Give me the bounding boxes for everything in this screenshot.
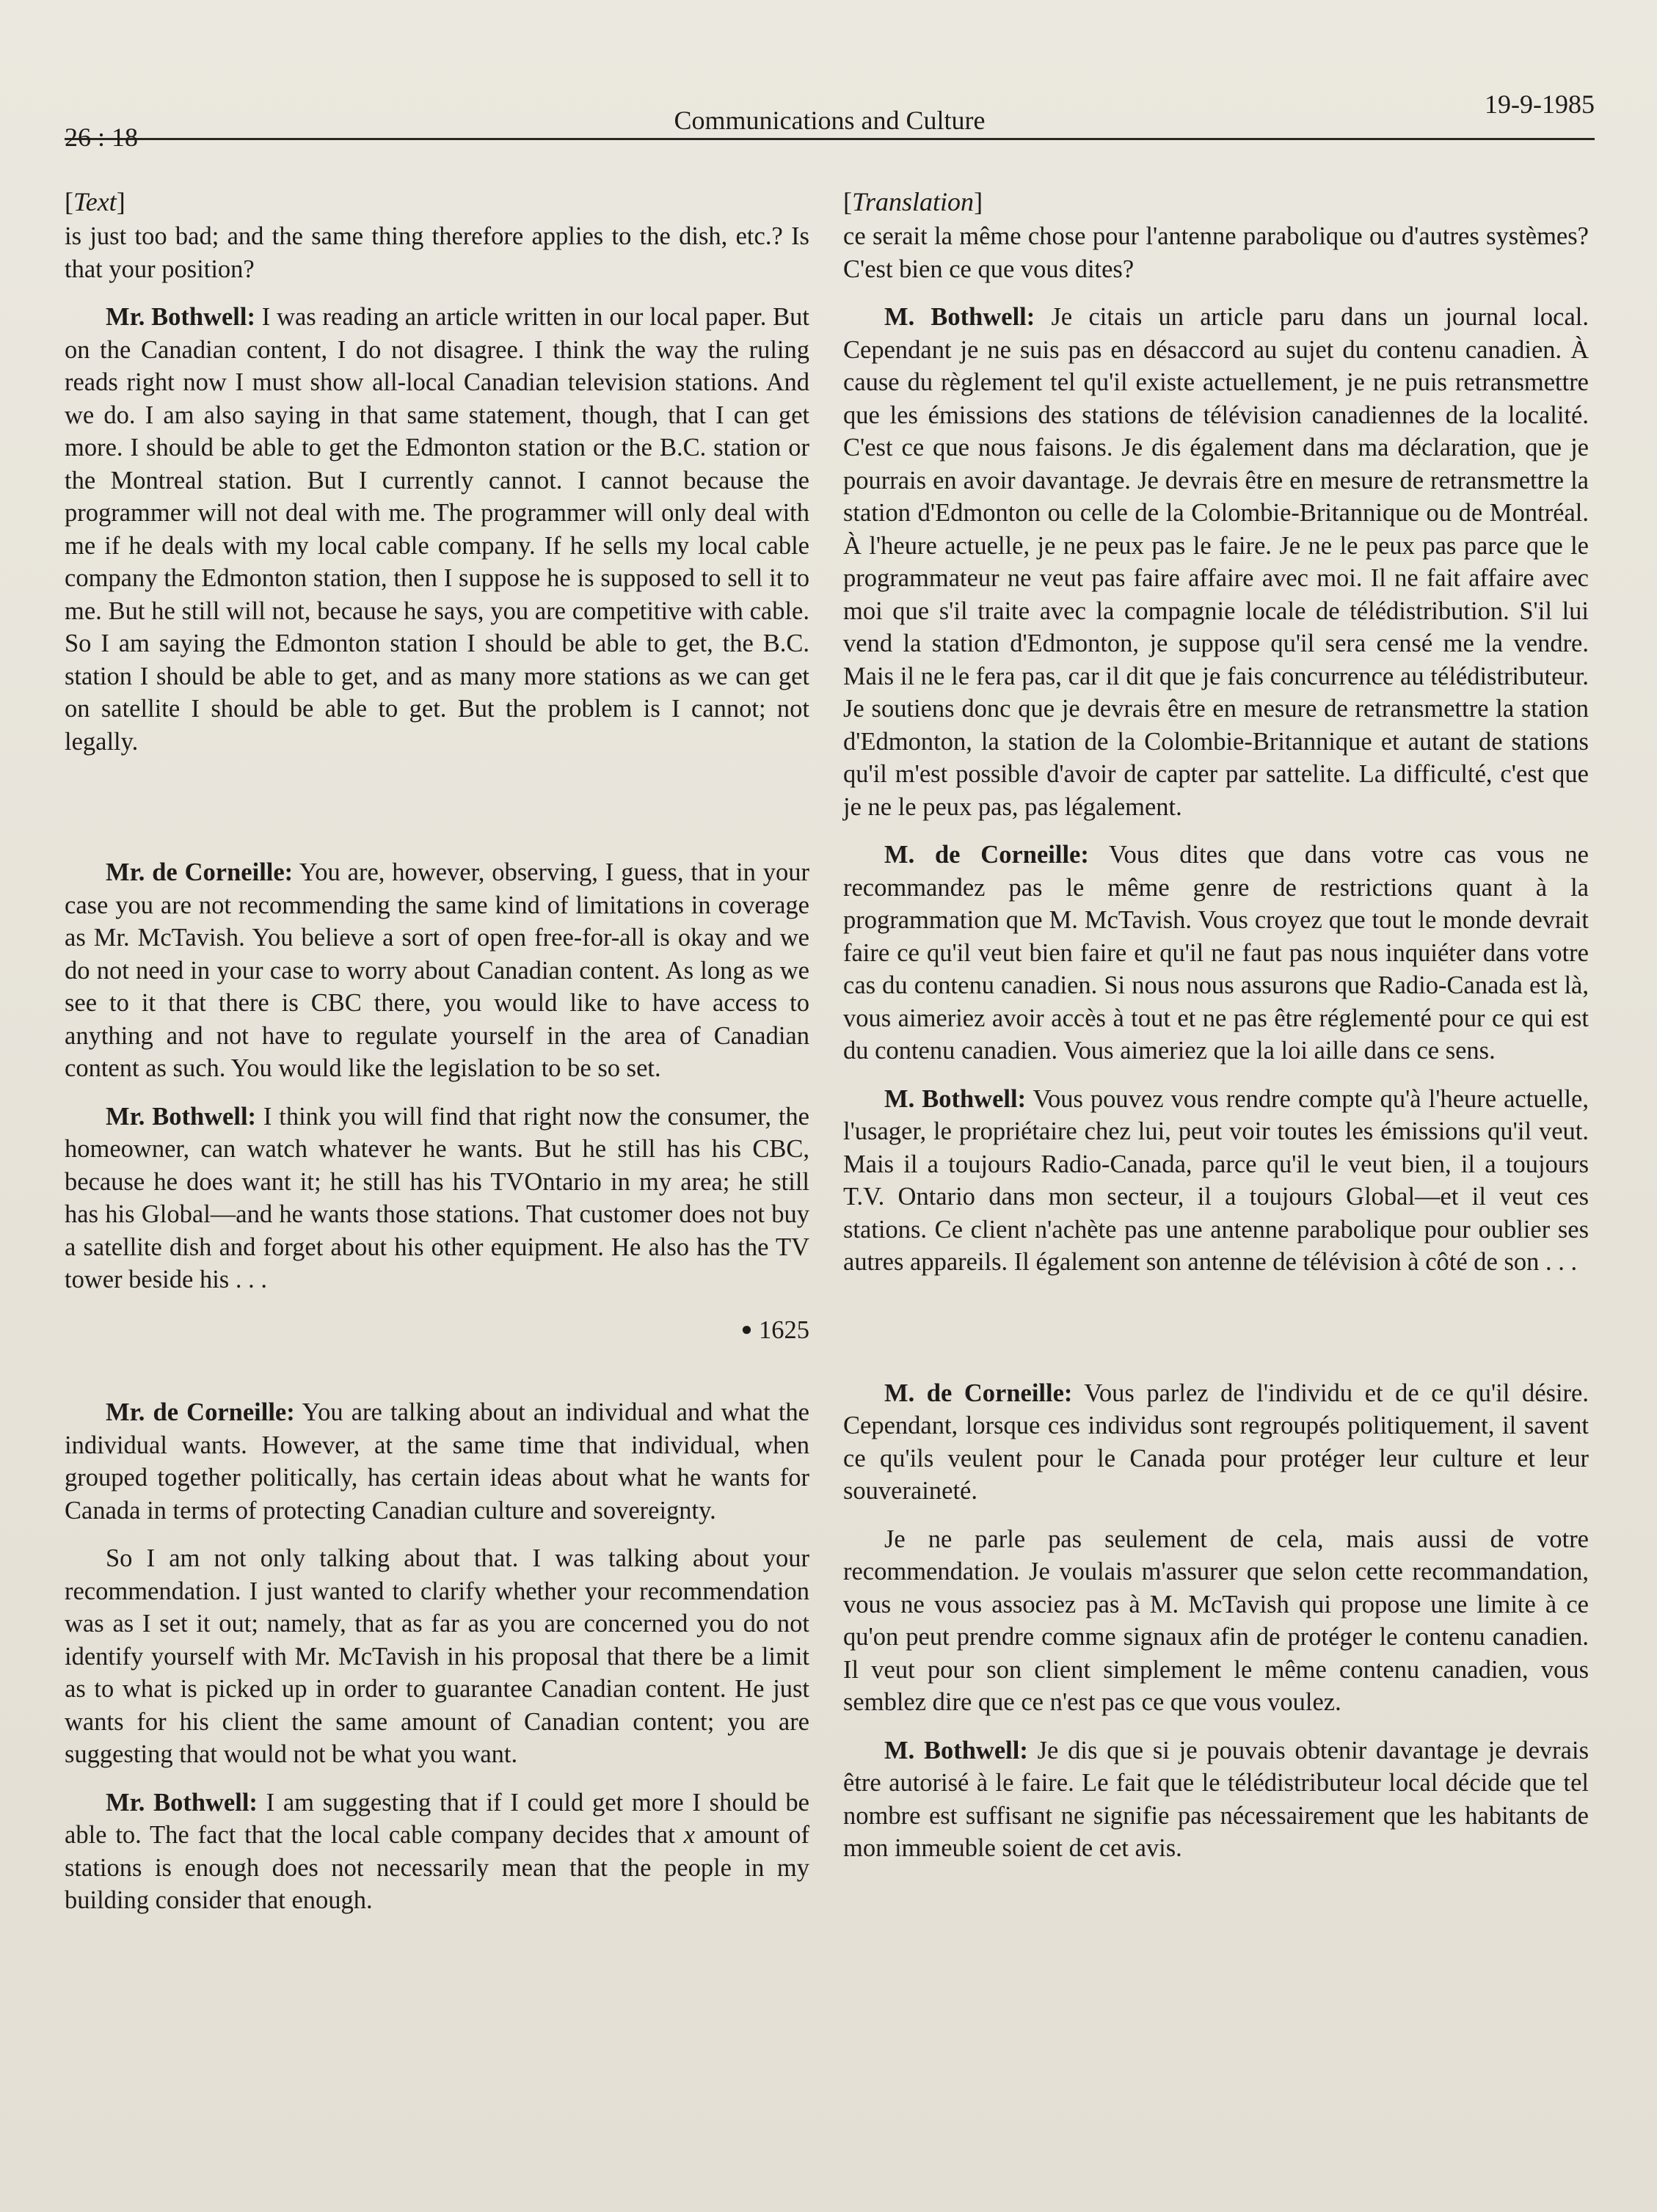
language-tag: [Translation] [843, 187, 983, 216]
running-title: Communications and Culture [674, 106, 986, 135]
speech-paragraph: Mr. de Corneille: You are, however, observing, I guess, that in your case you are not recommending the same kind of limitations in coverage as Mr. McTavish. You believe a sort of open free-for-all is okay and we do not need in your case to worry about Canadian content. As long as we see to it that there is CBC there, you would like to have access to anything and not have to regulate yourself in the area of Canadian content as such. You would like the legislation to be so set. [65, 858, 809, 1082]
speech-paragraph: M. de Corneille: Vous parlez de l'individu et de ce qu'il désire. Cependant, lorsque ces individus sont regroupés politiquement, il savent ce qu'ils veulent pour le Canada pour protéger leur culture et leur souveraineté. [843, 1379, 1589, 1505]
continuation-text: is just too bad; and the same thing therefore applies to the dish, etc.? Is that your position? [65, 222, 809, 283]
speech-paragraph: Mr. Bothwell: I was reading an article written in our local paper. But on the Canadian content, I do not disagree. I think the way the ruling reads right now I must show all-local Canadian television stations. And we do. I am also saying in that same statement, though, that I can get more. I should be able to get the Edmonton station or the B.C. station or the Montreal station. But I currently cannot. I cannot because the programmer will not deal with me. The programmer will only deal with me if he deals with my local cable company. If he sells my local cable company the Edmonton station, then I suppose he is supposed to sell it to me. But he still will not, because he says, you are competitive with cable. So I am saying the Edmonton station I should be able to get, the B.C. station I should be able to get, and as many more stations as we can get on satellite I should be able to get. But the problem is I cannot; not legally. [65, 303, 809, 756]
header-date: 19-9-1985 [1485, 90, 1595, 119]
speaker-name: M. Bothwell: [884, 1084, 1027, 1113]
speaker-name: M. Bothwell: [884, 303, 1035, 331]
speech-paragraph: Mr. Bothwell: I am suggesting that if I could get more I should be able to. The fact that the local cable company decides that x amount of stations is enough does not necessarily mean that the people in my building consider that enough. [65, 1788, 809, 1914]
time-marker: ● 1625 [740, 1315, 809, 1344]
speaker-name: Mr. Bothwell: [106, 303, 255, 331]
speaker-name: Mr. de Corneille: [106, 858, 294, 886]
speaker-name: Mr. Bothwell: [106, 1788, 258, 1817]
speech-paragraph: Je ne parle pas seulement de cela, mais aussi de votre recommendation. Je voulais m'assurer que selon cette recommandation, vous ne vous associez pas à M. McTavish qui propose une limite à ce qu'on peut prendre comme signaux afin de protéger le contenu canadien. Il veut pour son client simplement le même contenu canadien, vous semblez dire que ce n'est pas ce que vous voulez. [843, 1525, 1589, 1716]
speech-paragraph: Mr. Bothwell: I think you will find that right now the consumer, the homeowner, can watch whatever he wants. But he still has his CBC, because he does want it; he still has his TVOntario in my area; he still has his Global—and he wants those stations. That customer does not buy a satellite dish and forget about his other equipment. He also has the TV tower beside his . . . [65, 1102, 809, 1293]
speech-paragraph: M. Bothwell: Vous pouvez vous rendre compte qu'à l'heure actuelle, l'usager, le propriétaire chez lui, peut voir toutes les émissions qu'il veut. Mais il a toujours Radio-Canada, parce qu'il le veut bien, il a toujours T.V. Ontario dans mon secteur, il a toujours Global—et il veut ces stations. Ce client n'achète pas une antenne parabolique pour oublier ses autres appareils. Il également son antenne de télévision à côté de son . . . [843, 1084, 1589, 1276]
speaker-name: Mr. de Corneille: [106, 1398, 295, 1426]
speaker-name: M. Bothwell: [884, 1736, 1028, 1764]
speaker-name: M. de Corneille: [884, 1379, 1073, 1407]
continuation-text: ce serait la même chose pour l'antenne parabolique ou d'autres systèmes? C'est bien ce que vous dites? [843, 222, 1589, 283]
speech-paragraph: Mr. de Corneille: You are talking about an individual and what the individual wants. However, at the same time that individual, when grouped together politically, has certain ideas about what he wants for Canada in terms of protecting Canadian culture and sovereignty. [65, 1398, 809, 1525]
english-column [65, 186, 809, 1917]
speech-paragraph: M. Bothwell: Je citais un article paru dans un journal local. Cependant je ne suis pas en désaccord au sujet du contenu canadien. À cause du règlement tel qu'il existe actuellement, je ne puis retransmettre que les émissions des stations de télévision canadiennes de la localité. C'est ce que nous faisons. Je dis également dans ma déclaration, que je pourrais en avoir davantage. Je devrais être en mesure de retransmettre la station d'Edmonton ou celle de la Colombie-Britannique ou de Montréal. À l'heure actuelle, je ne peux pas le faire. Je ne le peux pas parce que le programmateur ne veut pas faire affaire avec moi. Il ne fait affaire avec moi que s'il traite avec la compagnie locale de télédistribution. S'il lui vend la station d'Edmonton, je suppose qu'il sera censé me la vendre. Mais il ne le fera pas, car il dit que je fais concurrence au télédistributeur. Je soutiens donc que je devrais être en mesure de retransmettre la station d'Edmonton, la station de la Colombie-Britannique et autant de stations qu'il m'est possible d'avoir de capter par sattelite. La difficulté, c'est que je ne le peux pas, pas légalement. [843, 303, 1589, 821]
speech-paragraph: M. de Corneille: Vous dites que dans votre cas vous ne recommandez pas le même genre de restrictions quant à la programmation que M. McTavish. Vous croyez que tout le monde devrait faire ce qu'il veut bien faire et qu'il ne faut pas nous inquiéter dans votre cas du contenu canadien. Si nous nous assurons que Radio-Canada est là, vous aimeriez avoir accès à tout et ne pas être réglementé pour ce qui est du contenu canadien. Vous aimeriez que la loi aille dans ce sens. [843, 841, 1589, 1065]
speaker-name: M. de Corneille: [884, 841, 1089, 869]
speech-paragraph: So I am not only talking about that. I was talking about your recommendation. I just wanted to clarify whether your recommendation was as I set it out; namely, that as far as you are concerned you do not identify yourself with Mr. McTavish in his proposal that there be a limit as to what is picked up in order to guarantee Canadian content. He just wants for his client the same amount of Canadian content; you are suggesting that would not be what you want. [65, 1544, 809, 1768]
french-column [843, 186, 1589, 1865]
page-number: 26 : 18 [65, 123, 139, 152]
language-tag: [Text] [65, 187, 125, 216]
speech-paragraph: M. Bothwell: Je dis que si je pouvais obtenir davantage je devrais être autorisé à le faire. Le fait que le télédistributeur local décide que tel nombre est suffisant ne signifie pas nécessairement que les habitants de mon immeuble soient de cet avis. [843, 1736, 1589, 1862]
page-header [65, 87, 1595, 152]
speaker-name: Mr. Bothwell: [106, 1102, 257, 1131]
